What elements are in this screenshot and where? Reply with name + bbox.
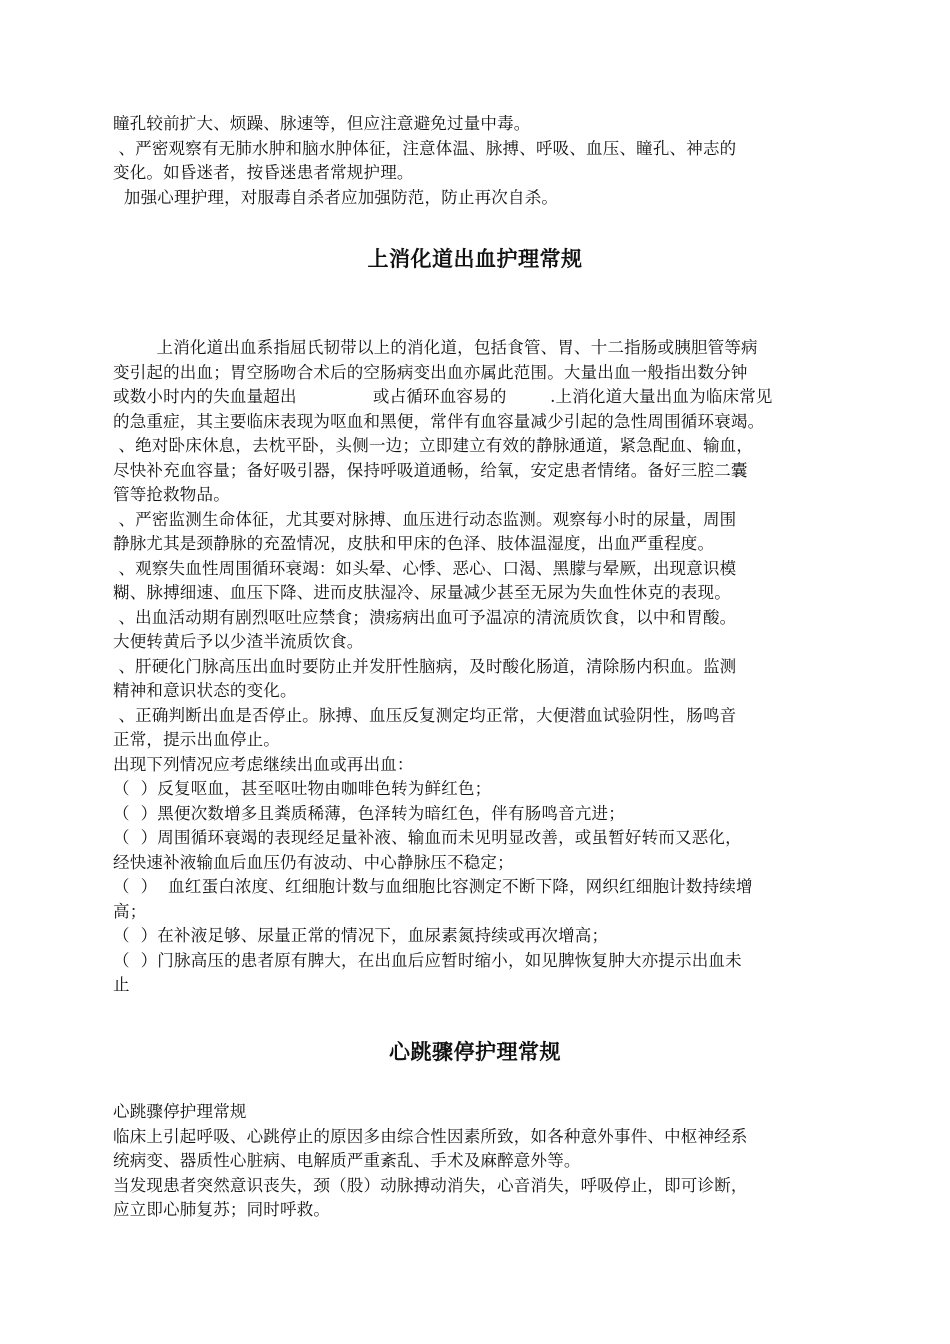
text-line: 静脉尤其是颈静脉的充盈情况，皮肤和甲床的色泽、肢体温湿度，出血严重程度。 [113,534,715,553]
text-line: 大便转黄后予以少渣半流质饮食。 [113,632,364,651]
text-line: 加强心理护理，对服毒自杀者应加强防范，防止再次自杀。 [113,187,559,207]
text-line: 、绝对卧床休息，去枕平卧，头侧一边；立即建立有效的静脉通道，紧急配血、输血， [113,436,754,455]
text-line: 正常，提示出血停止。 [113,730,280,749]
text-line: 瞳孔较前扩大、烦躁、脉速等，但应注意避免过量中毒。 [113,114,531,133]
text-line: 止 [113,975,130,994]
text-line: 或数小时内的失血量超出 或占循环血容易的 .上消化道大量出血为临床常见 [113,387,773,406]
text-line: 尽快补充血容量；备好吸引器，保持呼吸道通畅，给氧，安定患者情绪。备好三腔二囊 [113,460,748,480]
text-line: 上消化道出血系指屈氏韧带以上的消化道，包括食管、胃、十二指肠或胰胆管等病 [113,338,758,357]
gi-bleeding-body [113,336,838,998]
text-line: （ ） 血红蛋白浓度、红细胞计数与血细胞比容测定不断下降，网织红细胞计数持续增 [113,877,753,896]
text-line: 出现下列情况应考虑继续出血或再出血： [113,754,414,774]
text-line: （ ）在补液足够、尿量正常的情况下，血尿素氮持续或再次增高； [113,926,609,945]
text-line: 糊、脉搏细速、血压下降、进而皮肤湿冷、尿量减少甚至无尿为失血性休克的表现。 [113,583,731,602]
text-line: 管等抢救物品。 [113,485,230,504]
text-line: 当发现患者突然意识丧失，颈（股）动脉搏动消失，心音消失，呼吸停止，即可诊断， [113,1175,748,1195]
text-line: 、严密监测生命体征，尤其要对脉搏、血压进行动态监测。观察每小时的尿量，周围 [113,509,737,529]
text-line: 心跳骤停护理常规 [113,1102,247,1121]
text-line: 统病变、器质性心脏病、电解质严重紊乱、手术及麻醉意外等。 [113,1151,581,1170]
text-line: 变引起的出血；胃空肠吻合术后的空肠病变出血亦属此范围。大量出血一般指出数分钟 [113,362,748,382]
text-line: （ ）周围循环衰竭的表现经足量补液、输血而未见明显改善，或虽暂好转而又恶化， [113,828,742,847]
text-line: 高； [113,901,147,921]
text-line: （ ）门脉高压的患者原有脾大，在出血后应暂时缩小，如见脾恢复肿大亦提示出血未 [113,950,742,970]
text-line: 、肝硬化门脉高压出血时要防止并发肝性脑病，及时酸化肠道，清除肠内积血。监测 [113,656,737,676]
text-line: 经快速补液输血后血压仍有波动、中心静脉压不稳定； [113,852,514,872]
top-paragraph [113,112,838,210]
text-line: （ ）黑便次数增多且粪质稀薄，色泽转为暗红色，伴有肠鸣音亢进； [113,803,625,823]
text-line: 、观察失血性周围循环衰竭：如头晕、心悸、恶心、口渴、黑朦与晕厥，出现意识模 [113,558,737,578]
section-title-cardiac-arrest: 心跳骤停护理常规 [389,1039,561,1064]
text-line: 、正确判断出血是否停止。脉搏、血压反复测定均正常，大便潜血试验阴性，肠鸣音 [113,705,737,725]
section-title-gi-bleeding: 上消化道出血护理常规 [367,246,583,271]
text-line: （ ）反复呕血，甚至呕吐物由咖啡色转为鲜红色； [113,779,492,798]
text-line: 变化。如昏迷者，按昏迷患者常规护理。 [113,163,414,182]
text-line: 、出血活动期有剧烈呕吐应禁食；溃疡病出血可予温凉的清流质饮食，以中和胃酸。 [113,607,737,627]
text-line: 精神和意识状态的变化。 [113,681,297,700]
cardiac-arrest-body [113,1100,838,1223]
text-line: 应立即心肺复苏；同时呼救。 [113,1200,331,1219]
text-line: 的急重症，其主要临床表现为呕血和黑便，常伴有血容量减少引起的急性周围循环衰竭。 [113,411,765,431]
text-line: 、严密观察有无肺水肿和脑水肿体征，注意体温、脉搏、呼吸、血压、瞳孔、神志的 [113,138,737,158]
text-line: 临床上引起呼吸、心跳停止的原因多由综合性因素所致，如各种意外事件、中枢神经系 [113,1126,748,1146]
